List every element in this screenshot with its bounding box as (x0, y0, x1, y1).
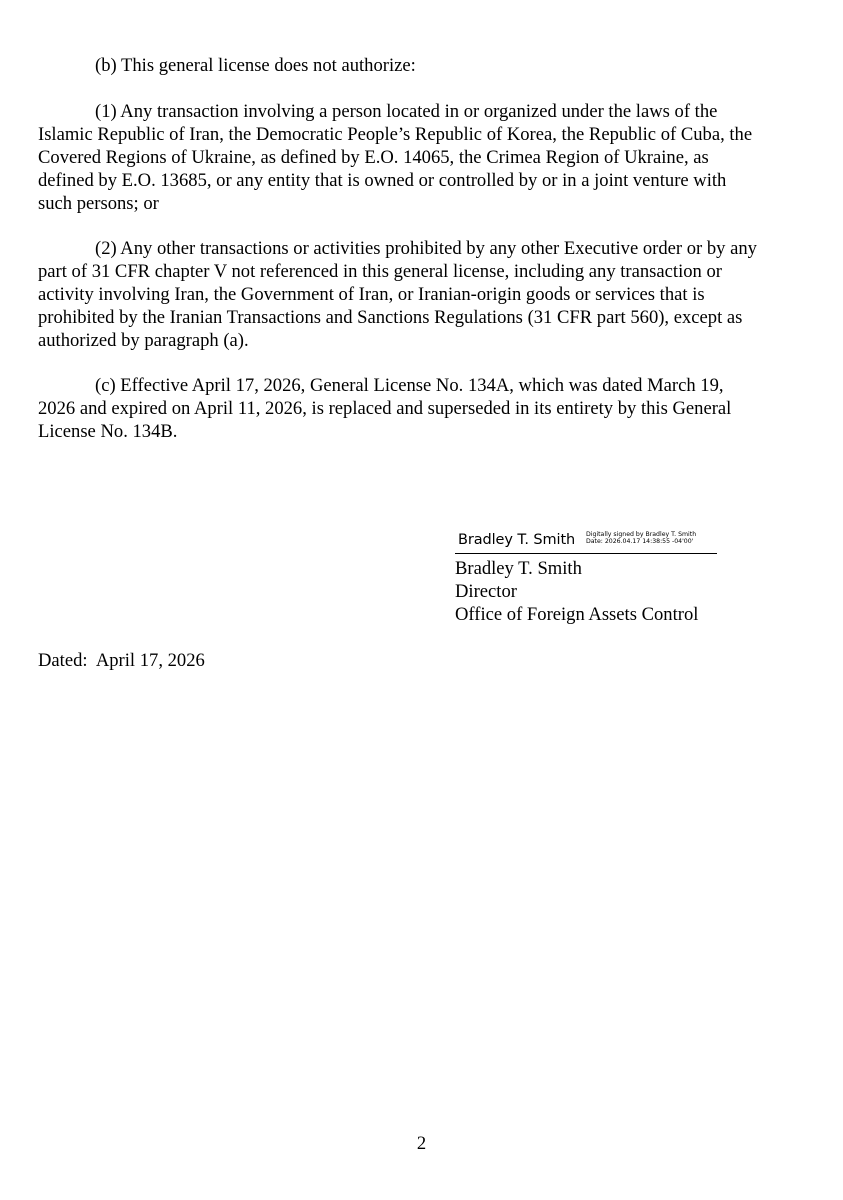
paragraph-line: authorized by paragraph (a). (38, 330, 249, 351)
paragraph-line: activity involving Iran, the Government of Iran, or Iranian-origin goods or services that is (38, 284, 705, 305)
paragraph-c (38, 374, 810, 443)
paragraph-line: Islamic Republic of Iran, the Democratic People’s Republic of Korea, the Republic of Cuba, the (38, 124, 753, 145)
paragraph-b (38, 54, 810, 77)
paragraph-line: (b) This general license does not authorize: (95, 55, 416, 76)
dated-line: Dated: April 17, 2026 (38, 650, 205, 671)
paragraph-line: 2026 and expired on April 11, 2026, is replaced and superseded in its entirety by this General (38, 398, 732, 419)
paragraph-line: (1) Any transaction involving a person located in or organized under the laws of the (95, 101, 718, 122)
paragraph-line: License No. 134B. (38, 421, 178, 442)
digital-signature-stamp[interactable] (455, 527, 717, 554)
paragraph-2 (38, 237, 810, 352)
paragraph-line: defined by E.O. 13685, or any entity that is owned or controlled by or in a joint venture with (38, 170, 727, 191)
paragraph-1 (38, 100, 810, 215)
paragraph-line: prohibited by the Iranian Transactions and Sanctions Regulations (31 CFR part 560), except as (38, 307, 743, 328)
paragraph-line: (2) Any other transactions or activities prohibited by any other Executive order or by any (95, 238, 757, 259)
signature-stamp-date: Date: 2026.04.17 14:38:55 -04'00' (586, 538, 694, 546)
paragraph-line: such persons; or (38, 193, 159, 214)
paragraph-line: Covered Regions of Ukraine, as defined by E.O. 14065, the Crimea Region of Ukraine, as (38, 147, 709, 168)
signatory-name: Bradley T. Smith (455, 558, 582, 579)
paragraph-line: (c) Effective April 17, 2026, General License No. 134A, which was dated March 19, (95, 375, 724, 396)
page-number: 2 (416, 1133, 427, 1154)
signature-stamp-signed-by: Digitally signed by Bradley T. Smith (586, 531, 697, 538)
signature-stamp-name: Bradley T. Smith (458, 532, 576, 548)
signature-stamp-details (586, 531, 696, 546)
paragraph-line: part of 31 CFR chapter V not referenced in this general license, including any transaction or (38, 261, 722, 282)
signatory-details (455, 557, 717, 626)
signatory-office: Office of Foreign Assets Control (455, 604, 699, 625)
signatory-title: Director (455, 581, 517, 602)
signature-block (455, 527, 717, 626)
